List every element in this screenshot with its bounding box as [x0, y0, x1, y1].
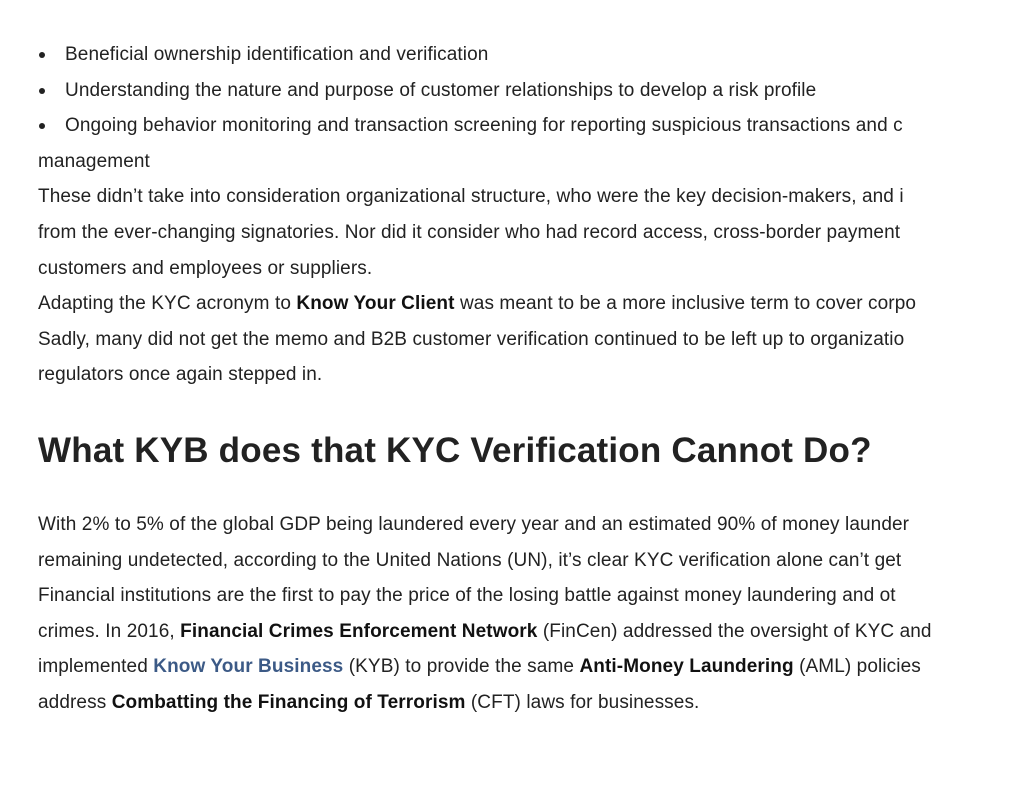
paragraph-line: customers and employees or suppliers. [38, 257, 373, 279]
text-run: (CFT) laws for businesses. [465, 691, 700, 713]
know-your-business-link[interactable]: Know Your Business [153, 656, 344, 678]
text-run: crimes. In 2016, [38, 620, 181, 642]
text-run: (KYB) to provide the same [343, 656, 580, 678]
paragraph-line [38, 286, 1024, 322]
list-item-text: Ongoing behavior monitoring and transaction screening for reporting suspicious transactions and c [65, 115, 903, 137]
bold-term-know-your-client: Know Your Client [296, 293, 455, 315]
paragraph-line: Sadly, many did not get the memo and B2B customer verification continued to be left up to organizatio [38, 328, 905, 350]
bold-term-cft: Combatting the Financing of Terrorism [111, 691, 466, 713]
paragraph-line [38, 649, 1024, 685]
text-run: (FinCen) addressed the oversight of KYC and [537, 620, 932, 642]
paragraph [38, 286, 1024, 393]
kyc-requirements-list [38, 37, 1024, 144]
bullet-icon [39, 123, 45, 129]
text-run: Adapting the KYC acronym to [38, 293, 297, 315]
list-item [38, 37, 1011, 73]
text-run: implemented [38, 656, 154, 678]
list-item [38, 73, 1011, 109]
list-item [38, 108, 1011, 144]
bold-term-fincen: Financial Crimes Enforcement Network [180, 620, 538, 642]
text-run: was meant to be a more inclusive term to cover corpo [454, 293, 917, 315]
paragraph-line: remaining undetected, according to the United Nations (UN), it’s clear KYC verification alone can’t get [38, 549, 902, 571]
bullet-icon [39, 88, 45, 94]
list-item-continuation: management [38, 150, 150, 172]
article-body [38, 37, 1024, 721]
paragraph-line [38, 614, 1024, 650]
bullet-icon [39, 52, 45, 58]
paragraph-line [38, 685, 1024, 721]
paragraph-line: regulators once again stepped in. [38, 364, 323, 386]
paragraph-line: With 2% to 5% of the global GDP being laundered every year and an estimated 90% of money launder [38, 513, 910, 535]
paragraph [38, 179, 1024, 286]
text-run: (AML) policies [793, 656, 921, 678]
text-run: address [38, 691, 112, 713]
paragraph-line: These didn’t take into consideration organizational structure, who were the key decision-makers, and i [38, 186, 904, 208]
paragraph-line: Financial institutions are the first to pay the price of the losing battle against money laundering and ot [38, 585, 896, 607]
paragraph [38, 507, 1024, 721]
list-item-text: Understanding the nature and purpose of customer relationships to develop a risk profile [65, 79, 817, 101]
section-heading: What KYB does that KYC Verification Cannot Do? [38, 430, 872, 470]
paragraph-line: from the ever-changing signatories. Nor did it consider who had record access, cross-border payment [38, 221, 901, 243]
list-item-text: Beneficial ownership identification and verification [65, 44, 489, 65]
bold-term-aml: Anti-Money Laundering [579, 656, 794, 678]
